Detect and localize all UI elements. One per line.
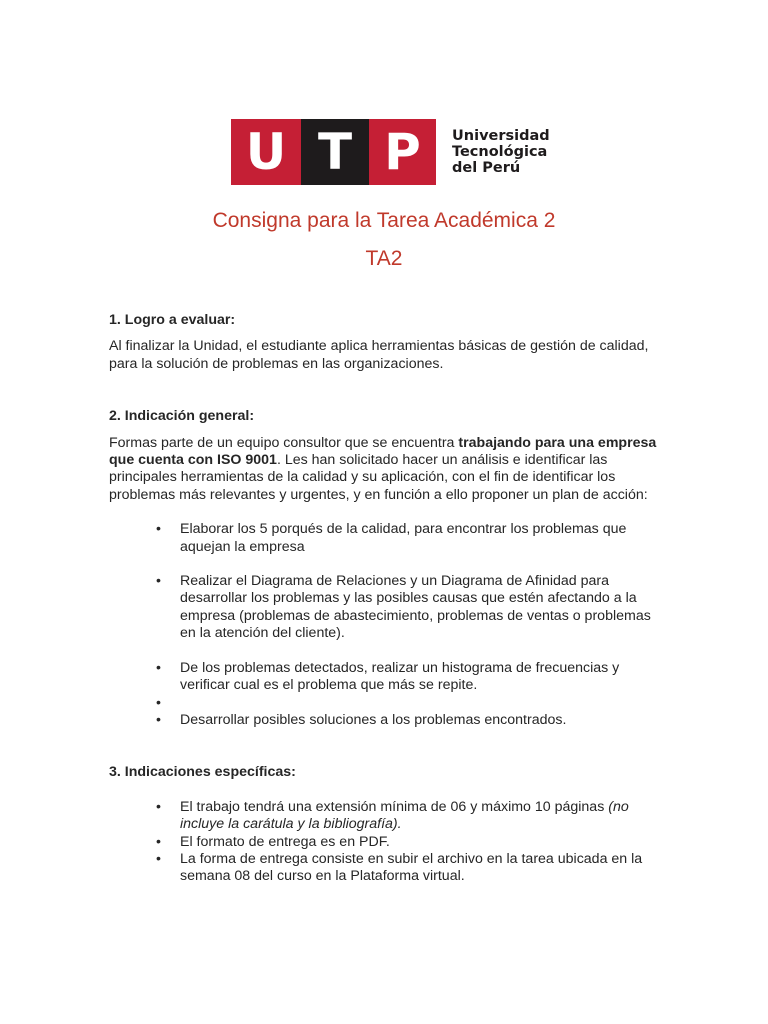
list-item-text: El formato de entrega es en PDF.: [180, 833, 390, 850]
logo-name-line-1: Universidad: [452, 128, 550, 144]
list-item: [109, 521, 669, 556]
list-item-text: Desarrollar posibles soluciones a los problemas encontrados.: [180, 711, 567, 728]
bullet-icon: •: [156, 798, 161, 815]
logo-name-line-3: del Perú: [452, 160, 521, 176]
list-item: [109, 851, 669, 886]
logo-letter-t: T: [301, 119, 369, 185]
list-item: [109, 660, 669, 695]
intro-text-end: . Les han solicitado hacer un análisis e identificar las principales herramientas de la calidad y su aplicación, con el fin de identificar los problemas más relevantes y urgentes, y en función a ello proponer un plan de acción:: [109, 452, 648, 503]
list-item-text: Elaborar los 5 porqués de la calidad, para encontrar los problemas que aquejan la empresa: [180, 521, 627, 555]
bullet-icon: •: [156, 694, 161, 711]
logo-letter-u: U: [231, 119, 301, 185]
list-item: [109, 834, 669, 851]
utp-logo: [231, 119, 551, 185]
list-item: [109, 712, 669, 729]
bullet-icon: •: [156, 659, 161, 676]
list-item-text: [180, 695, 184, 711]
section-2-intro: [109, 435, 669, 505]
list-item-text: Realizar el Diagrama de Relaciones y un Diagrama de Afinidad para desarrollar los problemas y las posibles causas que estén afectando a la empresa (problemas de abastecimiento, problemas de ventas o problemas en la atención del cliente).: [180, 573, 651, 642]
list-item-note: (no incluye la carátula y la bibliografía).: [180, 798, 629, 833]
document-title: Consigna para la Tarea Académica 2: [212, 209, 556, 232]
section-1-heading: 1. Logro a evaluar:: [109, 312, 236, 328]
section-3-heading: 3. Indicaciones específicas:: [109, 764, 296, 781]
logo-letter-p: P: [369, 119, 436, 185]
list-item: [109, 799, 669, 834]
logo-university-name: [452, 128, 550, 176]
section-3-list: [109, 799, 669, 886]
bullet-icon: •: [156, 521, 161, 538]
intro-text-start: Formas parte de un equipo consultor que se encuentra: [109, 434, 459, 451]
list-item-empty: [109, 695, 669, 712]
logo-name-line-2: Tecnológica: [452, 144, 548, 160]
list-item-text: La forma de entrega consiste en subir el archivo en la tarea ubicada en la semana 08 del curso en la Plataforma virtual.: [180, 850, 643, 885]
bullet-icon: •: [156, 711, 161, 728]
bullet-icon: •: [156, 573, 161, 590]
list-item-text: El trabajo tendrá una extensión mínima de 06 y máximo 10 páginas: [180, 798, 609, 815]
intro-text-bold: trabajando para una empresa que cuenta con ISO 9001: [109, 434, 657, 469]
list-item: [109, 573, 669, 643]
document-subtitle: TA2: [365, 247, 403, 270]
list-item-text: De los problemas detectados, realizar un histograma de frecuencias y verificar cual es el problema que más se repite.: [180, 659, 620, 694]
bullet-icon: •: [156, 833, 161, 850]
document-body: [109, 312, 669, 886]
section-2-list: [109, 521, 669, 729]
logo-letter-blocks: [231, 119, 436, 185]
section-2-heading: 2. Indicación general:: [109, 408, 255, 425]
bullet-icon: •: [156, 850, 161, 867]
section-1-text: Al finalizar la Unidad, el estudiante aplica herramientas básicas de gestión de calidad, para la solución de problemas en las organizaciones.: [109, 338, 649, 372]
